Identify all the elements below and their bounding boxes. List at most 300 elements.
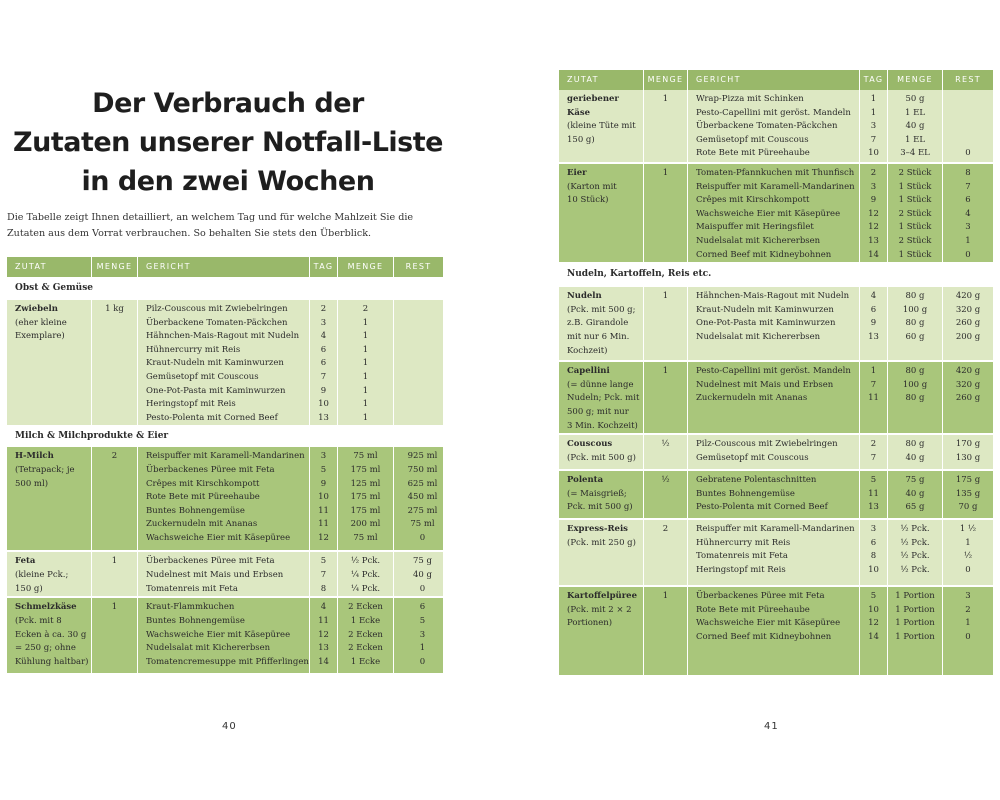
amount-value: 1 bbox=[362, 412, 369, 423]
ingredient-name: Express-Reis bbox=[567, 524, 628, 535]
cell-zutat bbox=[559, 520, 643, 585]
ingredient-group bbox=[559, 518, 993, 585]
rest-value: 625 ml bbox=[407, 478, 438, 489]
ingredient-detail: (= Maisgrieß; bbox=[567, 488, 627, 499]
day-value: 3 bbox=[870, 121, 877, 132]
ingredient-group bbox=[559, 469, 993, 518]
ingredient-group bbox=[7, 447, 443, 550]
dish-name: Überbackenes Püree mit Feta bbox=[146, 464, 275, 475]
ingredient-name: Schmelzkäse bbox=[15, 602, 77, 613]
dish-name: Wachsweiche Eier mit Käsepüree bbox=[696, 618, 841, 629]
dish-name: Pesto-Polenta mit Corned Beef bbox=[696, 502, 828, 513]
amount-value: 175 ml bbox=[350, 492, 381, 503]
rest-value: 750 ml bbox=[407, 464, 438, 475]
amount-value: 2 Ecken bbox=[348, 643, 383, 654]
ingredient-group bbox=[559, 433, 993, 469]
rest-value bbox=[943, 134, 993, 148]
ingredient-detail: (eher kleine bbox=[15, 317, 67, 328]
cell-menge bbox=[643, 587, 687, 675]
dish-name: Pesto-Capellini mit geröst. Mandeln bbox=[696, 366, 851, 377]
menge-value: 1 kg bbox=[105, 304, 124, 314]
dish-name: Gemüsetopf mit Couscous bbox=[696, 452, 809, 463]
cell-menge bbox=[643, 471, 687, 518]
dish-name: Heringstopf mit Reis bbox=[146, 399, 236, 410]
cell-rest bbox=[393, 300, 443, 425]
amount-value: 200 ml bbox=[350, 519, 381, 530]
amount-value: 1 EL bbox=[905, 107, 925, 118]
ingredient-detail: Exemplare) bbox=[15, 331, 65, 342]
day-value: 14 bbox=[318, 656, 329, 667]
day-value: 4 bbox=[320, 602, 327, 613]
amount-value: 1 bbox=[362, 399, 369, 410]
amount-value: ½ Pck. bbox=[900, 564, 930, 575]
day-value: 7 bbox=[870, 134, 877, 145]
ingredient-detail: Nudeln; Pck. mit bbox=[567, 393, 640, 404]
ingredient-detail: (Karton mit bbox=[567, 181, 617, 192]
day-value: 4 bbox=[870, 291, 877, 302]
rest-value: 925 ml bbox=[407, 451, 438, 462]
ingredient-name: Feta bbox=[15, 556, 36, 567]
amount-value: 75 ml bbox=[353, 451, 378, 462]
rest-value: 175 g bbox=[955, 475, 981, 486]
section-title: Obst & Gemüse bbox=[15, 283, 94, 293]
page-title bbox=[8, 84, 448, 201]
day-value: 14 bbox=[868, 249, 879, 260]
rest-value bbox=[943, 93, 993, 107]
cell-rest bbox=[942, 287, 993, 360]
rest-value: 40 g bbox=[413, 569, 432, 580]
dish-name: Rote Bete mit Püreehaube bbox=[696, 604, 810, 615]
amount-value: 80 g bbox=[905, 366, 925, 377]
dish-name: Tomatenreis mit Feta bbox=[146, 583, 238, 594]
ingredient-detail: (Pck. mit 500 g) bbox=[567, 452, 636, 463]
ingredient-detail: 150 g) bbox=[567, 134, 595, 145]
ingredient-detail: Kühlung haltbar) bbox=[15, 656, 89, 667]
menge-value: ½ bbox=[661, 439, 670, 450]
ingredient-detail: 10 Stück) bbox=[567, 195, 609, 206]
day-value: 5 bbox=[320, 464, 327, 475]
day-value: 6 bbox=[320, 358, 327, 369]
cell-tag bbox=[859, 287, 887, 360]
cell-tag bbox=[859, 520, 887, 585]
ingredient-group bbox=[559, 90, 993, 162]
ingredient-name: Couscous bbox=[567, 439, 613, 450]
cell-tag bbox=[309, 552, 337, 596]
rest-value: 420 g bbox=[955, 366, 981, 377]
amount-value: 1 bbox=[362, 331, 369, 342]
amount-value: 80 g bbox=[905, 291, 925, 302]
rest-value: 1 bbox=[419, 643, 426, 654]
rest-value: 75 ml bbox=[410, 519, 435, 530]
day-value: 12 bbox=[318, 629, 329, 640]
dish-name: Rote Bete mit Püreehaube bbox=[146, 492, 260, 503]
amount-value: ½ Pck. bbox=[900, 524, 930, 535]
day-value: 3 bbox=[320, 317, 327, 328]
menge-value: ½ bbox=[661, 475, 670, 486]
rest-value: 7 bbox=[965, 181, 971, 192]
day-value: 7 bbox=[320, 569, 327, 580]
dish-name: Kraut-Nudeln mit Kaminwurzen bbox=[696, 304, 834, 315]
menge-value: 1 bbox=[662, 168, 669, 178]
dish-name: Hähnchen-Mais-Ragout mit Nudeln bbox=[146, 331, 300, 342]
amount-value: 40 g bbox=[905, 488, 925, 499]
cell-gericht bbox=[687, 287, 859, 360]
ingredient-group bbox=[559, 360, 993, 433]
day-value: 8 bbox=[320, 583, 327, 594]
rest-value: 8 bbox=[965, 168, 971, 178]
cell-menge bbox=[91, 447, 137, 550]
header-rest: REST bbox=[942, 70, 993, 90]
dish-name: Überbackenes Püree mit Feta bbox=[696, 591, 825, 602]
cell-gericht bbox=[687, 90, 859, 162]
dish-name: Corned Beef mit Kidneybohnen bbox=[696, 249, 832, 260]
cell-menge bbox=[91, 552, 137, 596]
header-menge2: MENGE bbox=[887, 70, 942, 90]
amount-value: 80 g bbox=[905, 393, 925, 404]
amount-value: 1 bbox=[362, 358, 369, 369]
ingredient-group bbox=[7, 300, 443, 425]
cell-menge2 bbox=[887, 164, 942, 262]
ingredient-name: Capellini bbox=[567, 366, 610, 377]
day-value: 10 bbox=[318, 399, 329, 410]
day-value: 6 bbox=[870, 537, 877, 548]
cell-menge bbox=[643, 435, 687, 469]
ingredient-detail: 150 g) bbox=[15, 583, 43, 594]
rest-value: 170 g bbox=[955, 439, 981, 450]
ingredient-name: Zwiebeln bbox=[15, 304, 58, 314]
day-value: 2 bbox=[870, 439, 877, 450]
rest-value: 0 bbox=[965, 631, 971, 642]
day-value: 5 bbox=[870, 475, 877, 486]
cell-gericht bbox=[687, 164, 859, 262]
header-gericht: GERICHT bbox=[687, 70, 859, 90]
rest-value: 420 g bbox=[955, 291, 981, 302]
day-value: 1 bbox=[870, 366, 877, 377]
ingredient-name: Eier bbox=[567, 168, 587, 178]
dish-name: Pesto-Capellini mit geröst. Mandeln bbox=[696, 107, 851, 118]
cell-menge2 bbox=[887, 587, 942, 675]
dish-name: Tomatenreis mit Feta bbox=[696, 551, 788, 562]
amount-value: 1 Portion bbox=[895, 618, 935, 629]
rest-value: 0 bbox=[419, 656, 426, 667]
title-line: Zutaten unserer Notfall-Liste bbox=[13, 127, 443, 158]
day-value: 3 bbox=[870, 524, 877, 535]
amount-value: 1 Stück bbox=[898, 181, 932, 192]
dish-name: Nudelsalat mit Kichererbsen bbox=[696, 331, 821, 342]
day-value: 2 bbox=[870, 168, 877, 178]
cell-menge2 bbox=[887, 520, 942, 585]
rest-value: 1 ½ bbox=[959, 524, 977, 535]
day-value: 13 bbox=[868, 502, 879, 513]
rest-value: 260 g bbox=[955, 318, 981, 329]
cell-zutat bbox=[559, 90, 643, 162]
amount-value: 2 bbox=[362, 304, 369, 314]
dish-name: Überbackenes Püree mit Feta bbox=[146, 556, 275, 567]
ingredient-detail: Kochzeit) bbox=[567, 345, 608, 356]
rest-value: 0 bbox=[419, 532, 426, 543]
dish-name: Tomaten-Pfannkuchen mit Thunfisch bbox=[696, 168, 855, 178]
day-value: 10 bbox=[868, 604, 879, 615]
rest-value: 3 bbox=[419, 629, 426, 640]
header-tag: TAG bbox=[309, 257, 337, 277]
rest-value: 320 g bbox=[955, 304, 981, 315]
right-page bbox=[500, 0, 1000, 800]
dish-name: Buntes Bohnengemüse bbox=[696, 488, 795, 499]
dish-name: Wachsweiche Eier mit Käsepüree bbox=[146, 629, 291, 640]
rest-value bbox=[943, 107, 993, 121]
dish-name: Crêpes mit Kirschkompott bbox=[146, 478, 260, 489]
rest-value: 3 bbox=[965, 222, 971, 233]
day-value: 13 bbox=[868, 235, 879, 246]
amount-value: 100 g bbox=[902, 379, 928, 390]
dish-name: Hühnercurry mit Reis bbox=[146, 344, 241, 355]
amount-value: 1 bbox=[362, 371, 369, 382]
ingredient-group bbox=[559, 585, 993, 675]
dish-name: Überbackene Tomaten-Päckchen bbox=[696, 121, 838, 132]
cell-zutat bbox=[7, 552, 91, 596]
amount-value: 80 g bbox=[905, 318, 925, 329]
dish-name: Reispuffer mit Karamell-Mandarinen bbox=[146, 451, 305, 462]
cell-menge bbox=[91, 598, 137, 673]
cell-gericht bbox=[687, 435, 859, 469]
menge-value: 1 bbox=[662, 94, 669, 104]
amount-value: ½ Pck. bbox=[350, 556, 381, 567]
amount-value: 1 Stück bbox=[898, 195, 932, 206]
section-title: Nudeln, Kartoffeln, Reis etc. bbox=[567, 269, 712, 280]
ingredient-detail: = 250 g; ohne bbox=[15, 643, 76, 654]
day-value: 11 bbox=[868, 488, 879, 499]
day-value: 3 bbox=[870, 181, 877, 192]
cell-menge bbox=[643, 520, 687, 585]
day-value: 13 bbox=[318, 643, 329, 654]
amount-value: 1 Portion bbox=[895, 631, 935, 642]
cell-menge bbox=[643, 287, 687, 360]
rest-value: 0 bbox=[965, 564, 971, 575]
header-zutat: ZUTAT bbox=[15, 262, 47, 271]
ingredient-detail: z.B. Girandole bbox=[567, 318, 629, 329]
dish-name: Hähnchen-Mais-Ragout mit Nudeln bbox=[696, 291, 850, 302]
ingredient-table-left bbox=[7, 257, 443, 673]
amount-value: 175 ml bbox=[350, 505, 381, 516]
table-header bbox=[7, 257, 443, 277]
cell-rest bbox=[942, 520, 993, 585]
dish-name: Wrap-Pizza mit Schinken bbox=[696, 94, 804, 104]
cell-zutat bbox=[7, 300, 91, 425]
amount-value: 3–4 EL bbox=[900, 148, 930, 159]
dish-name: Crêpes mit Kirschkompott bbox=[696, 195, 810, 206]
rest-value: 6 bbox=[419, 602, 426, 613]
ingredient-detail: Portionen) bbox=[567, 618, 613, 629]
cell-menge bbox=[91, 300, 137, 425]
day-value: 10 bbox=[318, 492, 329, 503]
ingredient-detail: (Pck. mit 2 × 2 bbox=[567, 604, 632, 615]
dish-name: Gemüsetopf mit Couscous bbox=[696, 134, 809, 145]
amount-value: 1 Stück bbox=[898, 222, 932, 233]
amount-value: 1 bbox=[362, 317, 369, 328]
rest-value: 1 bbox=[965, 537, 971, 548]
cell-zutat bbox=[559, 164, 643, 262]
amount-value: 1 Portion bbox=[895, 604, 935, 615]
cell-tag bbox=[309, 300, 337, 425]
cell-gericht bbox=[137, 447, 309, 550]
amount-value: 50 g bbox=[905, 94, 925, 104]
cell-menge bbox=[643, 362, 687, 433]
day-value: 7 bbox=[870, 452, 877, 463]
cell-menge2 bbox=[337, 598, 393, 673]
ingredient-detail: (= dünne lange bbox=[567, 379, 634, 390]
dish-name: Wachsweiche Eier mit Käsepüree bbox=[146, 532, 291, 543]
ingredient-detail: 500 g; mit nur bbox=[567, 406, 629, 417]
menge-value: 1 bbox=[662, 591, 669, 602]
amount-value: 60 g bbox=[905, 331, 925, 342]
day-value: 9 bbox=[320, 478, 327, 489]
cell-tag bbox=[859, 90, 887, 162]
day-value: 4 bbox=[320, 331, 327, 342]
cell-rest bbox=[942, 435, 993, 469]
cell-zutat bbox=[559, 587, 643, 675]
cell-gericht bbox=[137, 598, 309, 673]
dish-name: Pilz-Couscous mit Zwiebelringen bbox=[146, 304, 288, 314]
rest-value: 320 g bbox=[955, 379, 981, 390]
cell-menge2 bbox=[887, 90, 942, 162]
ingredient-name: geriebener bbox=[567, 94, 619, 104]
amount-value: 2 Stück bbox=[898, 208, 932, 219]
header-menge2: MENGE bbox=[337, 257, 393, 277]
rest-value: 5 bbox=[419, 615, 426, 626]
cell-rest bbox=[393, 598, 443, 673]
cell-gericht bbox=[687, 587, 859, 675]
dish-name: Kraut-Flammkuchen bbox=[146, 602, 235, 613]
rest-value: 3 bbox=[965, 591, 971, 602]
rest-value: 0 bbox=[965, 148, 971, 159]
day-value: 7 bbox=[870, 379, 877, 390]
amount-value: ¼ Pck. bbox=[350, 583, 381, 594]
rest-value: 70 g bbox=[958, 502, 978, 513]
cell-rest bbox=[942, 164, 993, 262]
rest-value: 1 bbox=[965, 618, 971, 629]
dish-name: Buntes Bohnengemüse bbox=[146, 615, 245, 626]
dish-name: Kraut-Nudeln mit Kaminwurzen bbox=[146, 358, 284, 369]
ingredient-name: Käse bbox=[567, 107, 591, 118]
cell-tag bbox=[309, 447, 337, 550]
day-value: 9 bbox=[870, 195, 877, 206]
amount-value: 65 g bbox=[905, 502, 925, 513]
cell-gericht bbox=[687, 471, 859, 518]
amount-value: ¼ Pck. bbox=[350, 569, 381, 580]
rest-value: 275 ml bbox=[407, 505, 438, 516]
cell-menge2 bbox=[337, 552, 393, 596]
ingredient-detail: (Pck. mit 250 g) bbox=[567, 537, 636, 548]
rest-value: 200 g bbox=[955, 331, 981, 342]
day-value: 11 bbox=[318, 505, 329, 516]
intro-text: Die Tabelle zeigt Ihnen detailliert, an welchem Tag und für welche Mahlzeit Sie die Zutaten aus dem Vorrat verbrauchen. So behalten Sie stets den Überblick. bbox=[7, 212, 414, 239]
day-value: 10 bbox=[868, 148, 879, 159]
amount-value: 2 Ecken bbox=[348, 602, 383, 613]
header-tag: TAG bbox=[859, 70, 887, 90]
table-header bbox=[559, 70, 993, 90]
day-value: 2 bbox=[320, 304, 327, 314]
day-value: 11 bbox=[318, 615, 329, 626]
header-menge: MENGE bbox=[91, 257, 137, 277]
cell-menge2 bbox=[337, 300, 393, 425]
header-zutat: ZUTAT bbox=[567, 75, 599, 84]
day-value: 5 bbox=[320, 556, 327, 567]
page-number-left: 40 bbox=[222, 721, 237, 732]
amount-value: 175 ml bbox=[350, 464, 381, 475]
dish-name: One-Pot-Pasta mit Kaminwurzen bbox=[696, 318, 836, 329]
day-value: 6 bbox=[870, 304, 877, 315]
rest-value: ½ bbox=[963, 551, 973, 562]
cell-rest bbox=[942, 90, 993, 162]
dish-name: Reispuffer mit Karamell-Mandarinen bbox=[696, 181, 855, 192]
day-value: 8 bbox=[870, 551, 877, 562]
dish-name: Pesto-Polenta mit Corned Beef bbox=[146, 412, 278, 423]
cell-zutat bbox=[7, 598, 91, 673]
dish-name: Überbackene Tomaten-Päckchen bbox=[146, 317, 288, 328]
cell-gericht bbox=[137, 300, 309, 425]
cell-menge bbox=[643, 164, 687, 262]
cell-zutat bbox=[559, 362, 643, 433]
ingredient-group bbox=[559, 162, 993, 262]
amount-value: 2 Stück bbox=[898, 168, 932, 178]
cell-rest bbox=[393, 447, 443, 550]
day-value: 11 bbox=[868, 393, 879, 404]
day-value: 12 bbox=[318, 532, 329, 543]
cell-rest bbox=[942, 362, 993, 433]
day-value: 5 bbox=[870, 591, 877, 602]
amount-value: ½ Pck. bbox=[900, 551, 930, 562]
menge-value: 2 bbox=[662, 524, 669, 535]
amount-value: 1 EL bbox=[905, 134, 925, 145]
title-line: in den zwei Wochen bbox=[81, 166, 375, 197]
dish-name: Zuckernudeln mit Ananas bbox=[696, 393, 808, 404]
header-rest: REST bbox=[393, 257, 443, 277]
amount-value: 1 Stück bbox=[898, 249, 932, 260]
dish-name: Gebratene Polentaschnitten bbox=[696, 475, 817, 486]
dish-name: Buntes Bohnengemüse bbox=[146, 505, 245, 516]
cell-zutat bbox=[559, 471, 643, 518]
day-value: 12 bbox=[868, 208, 879, 219]
rest-value: 0 bbox=[965, 249, 971, 260]
amount-value: 1 Ecke bbox=[350, 615, 381, 626]
cell-rest bbox=[393, 552, 443, 596]
ingredient-table-right bbox=[559, 70, 993, 675]
ingredient-detail: mit nur 6 Min. bbox=[567, 331, 630, 342]
page-number-right: 41 bbox=[764, 721, 779, 732]
dish-name: Pilz-Couscous mit Zwiebelringen bbox=[696, 439, 838, 450]
dish-name: Hühnercurry mit Reis bbox=[696, 537, 791, 548]
cell-gericht bbox=[687, 362, 859, 433]
dish-name: Nudelsalat mit Kichererbsen bbox=[696, 235, 821, 246]
day-value: 9 bbox=[870, 318, 877, 329]
cell-gericht bbox=[137, 552, 309, 596]
cell-zutat bbox=[559, 287, 643, 360]
dish-name: Wachsweiche Eier mit Käsepüree bbox=[696, 208, 841, 219]
day-value: 1 bbox=[870, 107, 877, 118]
rest-value: 130 g bbox=[955, 452, 981, 463]
day-value: 12 bbox=[868, 618, 879, 629]
amount-value: 40 g bbox=[905, 121, 925, 132]
rest-value: 75 g bbox=[413, 556, 432, 567]
header-gericht: GERICHT bbox=[137, 257, 309, 277]
ingredient-name: Polenta bbox=[567, 475, 604, 486]
cell-tag bbox=[309, 598, 337, 673]
day-value: 11 bbox=[318, 519, 329, 530]
ingredient-name: H-Milch bbox=[15, 451, 54, 462]
menge-value: 1 bbox=[662, 366, 669, 377]
cell-rest bbox=[942, 471, 993, 518]
cell-menge2 bbox=[887, 435, 942, 469]
